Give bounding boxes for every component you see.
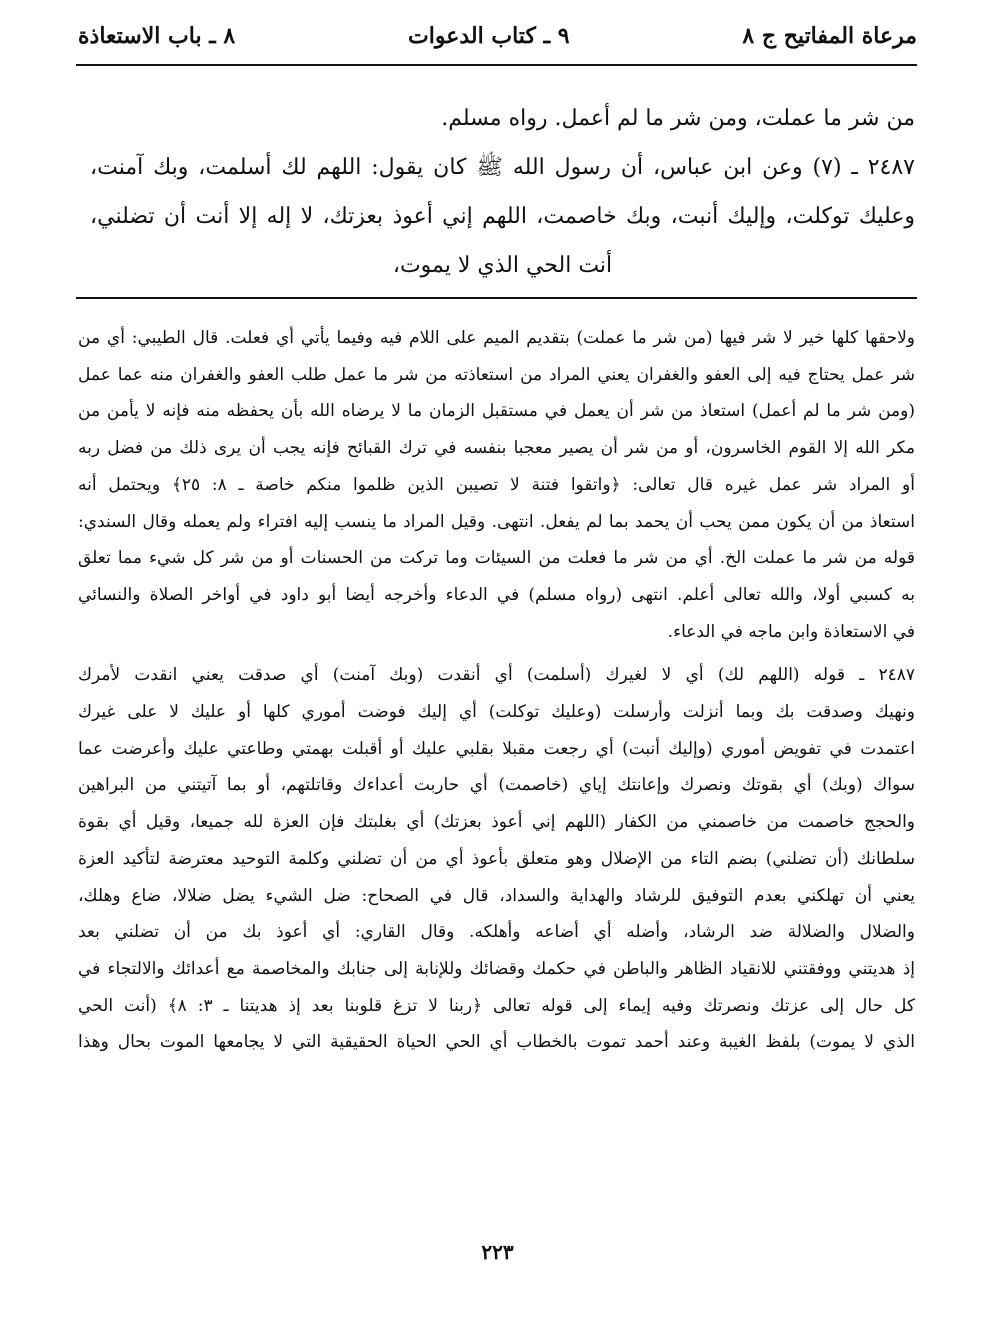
commentary-line: والضلال والضلالة ضد الرشاد، وأضله أي أضاعه وأهلكه. وقال القاري: أي أعوذ بك من أن تضلني بعد [78, 922, 915, 943]
commentary-line: كل حال إلى عزتك ونصرتك وفيه إيماء إلى قوله تعالى ﴿ربنا لا تزغ قلوبنا بعد إذ هديتنا ـ ٣: ٨﴾ (أنت الحي [78, 995, 915, 1016]
commentary-line: مكر الله إلا القوم الخاسرون، أو من شر أن يصير معجبا بنفسه في ترك القبائح فإنه يجب أن يرى ذلك من فضل ربه [78, 438, 915, 459]
commentary-line: إذ هديتني ووفقتني للانقياد الظاهر والباطن في حكمك وقضائك وللإنابة إلى جنابك والمخاصمة مع أعدائك والالتجاء في [78, 958, 915, 979]
header-section-title: ٩ ـ كتاب الدعوات [408, 23, 570, 49]
hadith-line: وعليك توكلت، وإليك أنبت، وبك خاصمت، اللهم إني أعوذ بعزتك، لا إله إلا أنت أن تضلني، [90, 204, 915, 229]
commentary-line: اعتمدت في تفويض أموري (وإليك أنبت) أي رجعت مقبلا بقلبي عليك أو أقبلت بهمتي وطاعتي عليك وأعرضت عما [78, 738, 915, 759]
header-chapter-title: ٨ ـ باب الاستعاذة [78, 23, 236, 49]
commentary-line: يعني أن تهلكني بعدم التوفيق للرشاد والهداية والسداد، قال في الصحاح: ضل الشيء يضل ضلالا، ضاع وهلك، [78, 885, 915, 906]
commentary-line: به كسبي أولا، والله تعالى أعلم. انتهى (رواه مسلم) في الدعاء وأخرجه أيضا أبو داود في أواخر الصلاة والنسائي [78, 584, 915, 605]
commentary-line: شر عمل يحتاج فيه إلى العفو والغفران يعني المراد من استعاذته من شر ما عمل طلب العفو والغفران منه عما عمل [78, 364, 915, 385]
commentary-line: ٢٤٨٧ ـ قوله (اللهم لك) أي لا لغيرك (أسلمت) أي أنقدت (وبك آمنت) أي صدقت يعني انقدت لأمرك [78, 665, 915, 686]
hadith-line: أنت الحي الذي لا يموت، [392, 253, 613, 278]
hadith-line: من شر ما عملت، ومن شر ما لم أعمل. رواه مسلم. [441, 106, 915, 131]
commentary-line: في الاستعاذة وابن ماجه في الدعاء. [667, 621, 915, 642]
commentary-line: (ومن شر ما لم أعمل) استعاذ من شر أن يعمل في مستقبل الزمان ما لا يرضاه الله بأن يحفظه منه فإنه لا يأمن من [78, 401, 915, 422]
commentary [78, 320, 915, 1061]
commentary-line: ونهيك وصدقت بك وبما أنزلت وأرسلت (وعليك توكلت) أي إليك فوضت أموري كلها أو عليك لا على غيرك [78, 702, 915, 723]
commentary-line: أو المراد شر عمل غيره قال تعالى: ﴿واتقوا فتنة لا تصيبن الذين ظلموا منكم خاصة ـ ٨: ٢٥﴾ ويحتمل أنه [78, 474, 915, 495]
commentary-line: ولاحقها كلها خير لا شر فيها (من شر ما عملت) بتقديم الميم على اللام فيه وفيما يأتي أي فعلت. قال الطيبي: أي من [78, 328, 915, 348]
header-divider [76, 64, 917, 66]
header-book-title: مرعاة المفاتيح ج ٨ [742, 23, 917, 49]
commentary-line: والحجج خاصمت من خاصمني من الكفار (اللهم إني أعوذ بعزتك) أي بغلبتك فإن العزة لله جميعا، وقيل أي بقوة [78, 812, 915, 833]
commentary-line: الذي لا يموت) بلفظ الغيبة وعند أحمد تموت بالخطاب أي الحي الحياة الحقيقية التي لا يجامعها الموت بحال وهذا [78, 1032, 915, 1053]
page-number: ٢٢٣ [481, 1240, 514, 1264]
hadith-text [90, 94, 915, 290]
commentary-line: قوله من شر ما عملت الخ. أي من شر ما فعلت من السيئات وما تركت من الحسنات أو من شر كل شيء مما تعلق [78, 548, 915, 569]
hadith-line: ٢٤٨٧ ـ (٧) وعن ابن عباس، أن رسول الله ﷺ كان يقول: اللهم لك أسلمت، وبك آمنت، [90, 155, 915, 180]
commentary-line: استعاذ من أن يكون ممن يحب أن يحمد بما لم يفعل. انتهى. وقيل المراد ما ينسب إليه افتراء ولم يعمله وقال السندي: [78, 511, 915, 532]
commentary-line: سلطانك (أن تضلني) بضم التاء من الإضلال وهو متعلق بأعوذ أي من أن تضلني وكلمة التوحيد معترضة لتأكيد العزة [78, 848, 915, 869]
commentary-line: سواك (وبك) أي بقوتك ونصرك وإعانتك إياي (خاصمت) أي حاربت أعداءك وقاتلتهم، أو بما آتيتني من البراهين [78, 775, 915, 796]
commentary-divider [76, 297, 917, 299]
running-header [78, 16, 917, 56]
